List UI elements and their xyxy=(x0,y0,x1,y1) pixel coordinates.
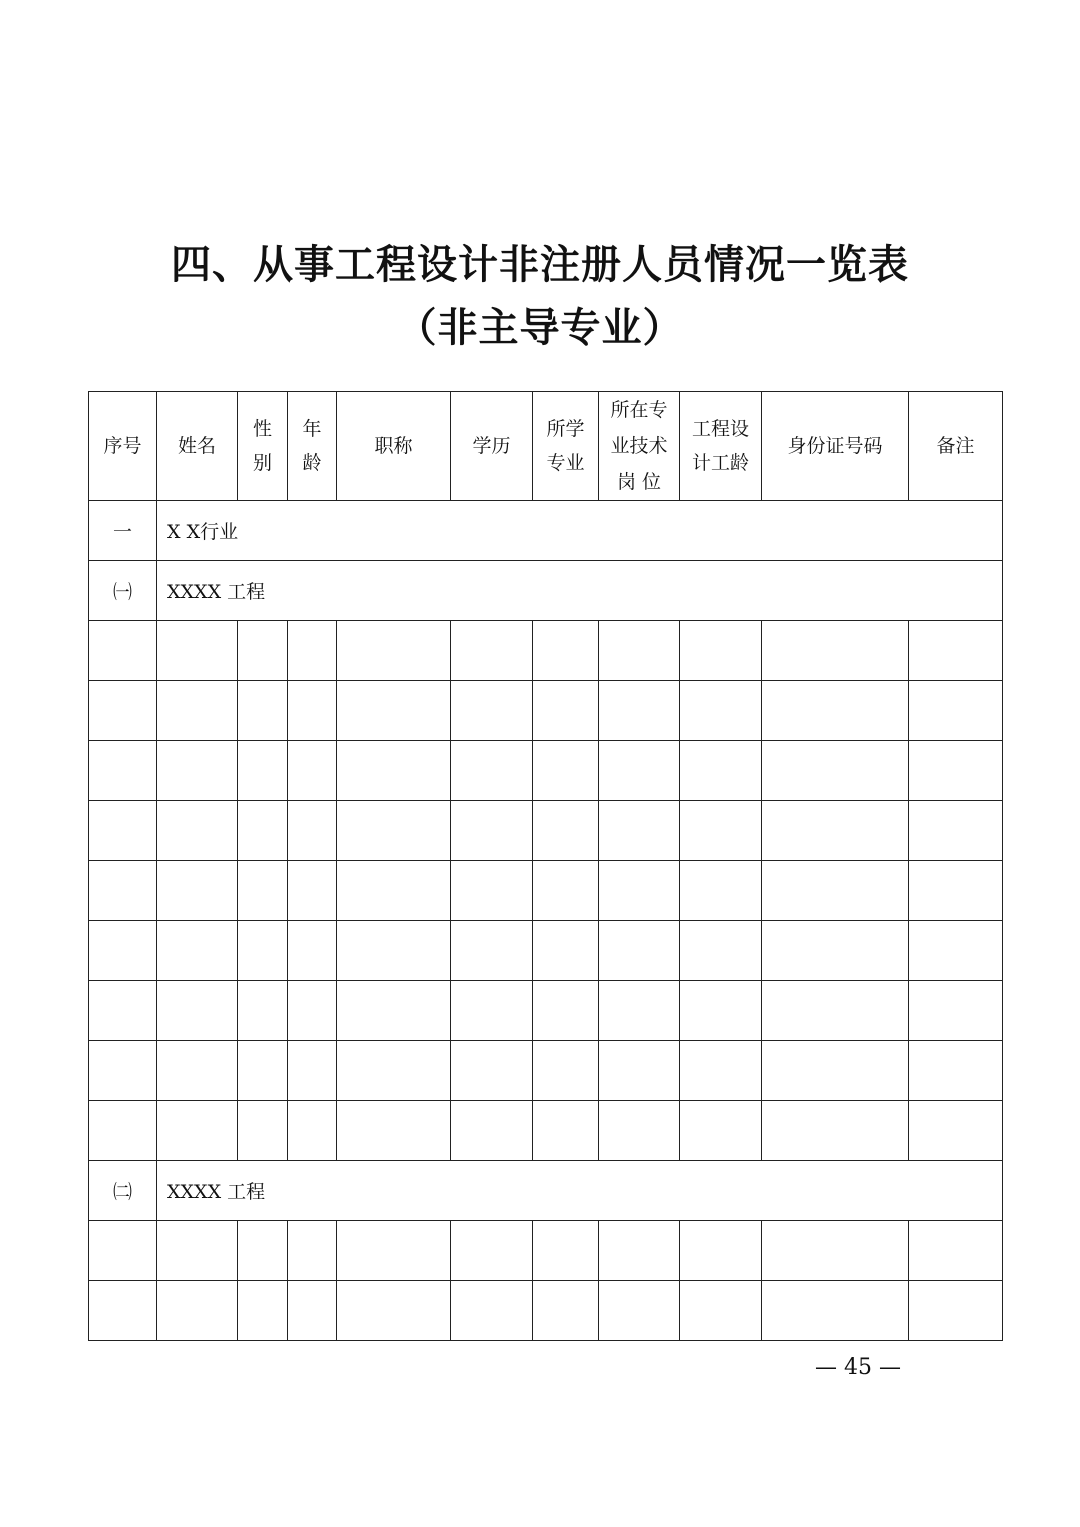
table-row xyxy=(89,801,1003,861)
table-row xyxy=(89,861,1003,921)
header-seq: 序号 xyxy=(89,392,157,501)
header-position-line3: 岗 位 xyxy=(616,471,662,493)
header-design-years xyxy=(680,392,762,501)
industry-label: X X行业 xyxy=(157,501,1003,561)
header-gender xyxy=(238,392,288,501)
project-index: ㈠ xyxy=(89,561,157,621)
table-row xyxy=(89,1041,1003,1101)
header-education: 学历 xyxy=(451,392,533,501)
document-title: 四、从事工程设计非注册人员情况一览表 xyxy=(171,241,909,288)
table-row xyxy=(89,921,1003,981)
header-gender-line2: 别 xyxy=(252,452,272,474)
header-position xyxy=(599,392,680,501)
header-age-line1: 年 xyxy=(302,418,322,440)
header-major xyxy=(533,392,599,501)
table-header-row xyxy=(89,392,1003,501)
header-remark: 备注 xyxy=(909,392,1003,501)
table-row xyxy=(89,621,1003,681)
table-row xyxy=(89,1101,1003,1161)
table-row xyxy=(89,981,1003,1041)
document-subtitle: （非主导专业） xyxy=(396,304,684,351)
industry-index: 一 xyxy=(89,501,157,561)
header-name: 姓名 xyxy=(157,392,238,501)
project-row xyxy=(89,1161,1003,1221)
project-label: XXXX 工程 xyxy=(157,561,1003,621)
header-age-line2: 龄 xyxy=(302,452,322,474)
page-number: — 45 — xyxy=(815,1355,901,1380)
header-position-line1: 所在专 xyxy=(610,399,668,421)
table-row xyxy=(89,681,1003,741)
table-row xyxy=(89,1281,1003,1341)
header-id-number: 身份证号码 xyxy=(762,392,909,501)
project-label: XXXX 工程 xyxy=(157,1161,1003,1221)
header-gender-line1: 性 xyxy=(252,418,272,440)
header-age xyxy=(288,392,337,501)
table-row xyxy=(89,1221,1003,1281)
header-major-line2: 专业 xyxy=(546,452,585,474)
project-index: ㈡ xyxy=(89,1161,157,1221)
project-row xyxy=(89,561,1003,621)
header-position-line2: 业技术 xyxy=(610,435,668,457)
header-major-line1: 所学 xyxy=(546,418,585,440)
header-design-years-line1: 工程设 xyxy=(691,418,749,440)
industry-row xyxy=(89,501,1003,561)
personnel-table xyxy=(88,391,1003,1341)
header-design-years-line2: 计工龄 xyxy=(691,452,749,474)
header-title: 职称 xyxy=(337,392,451,501)
table-row xyxy=(89,741,1003,801)
